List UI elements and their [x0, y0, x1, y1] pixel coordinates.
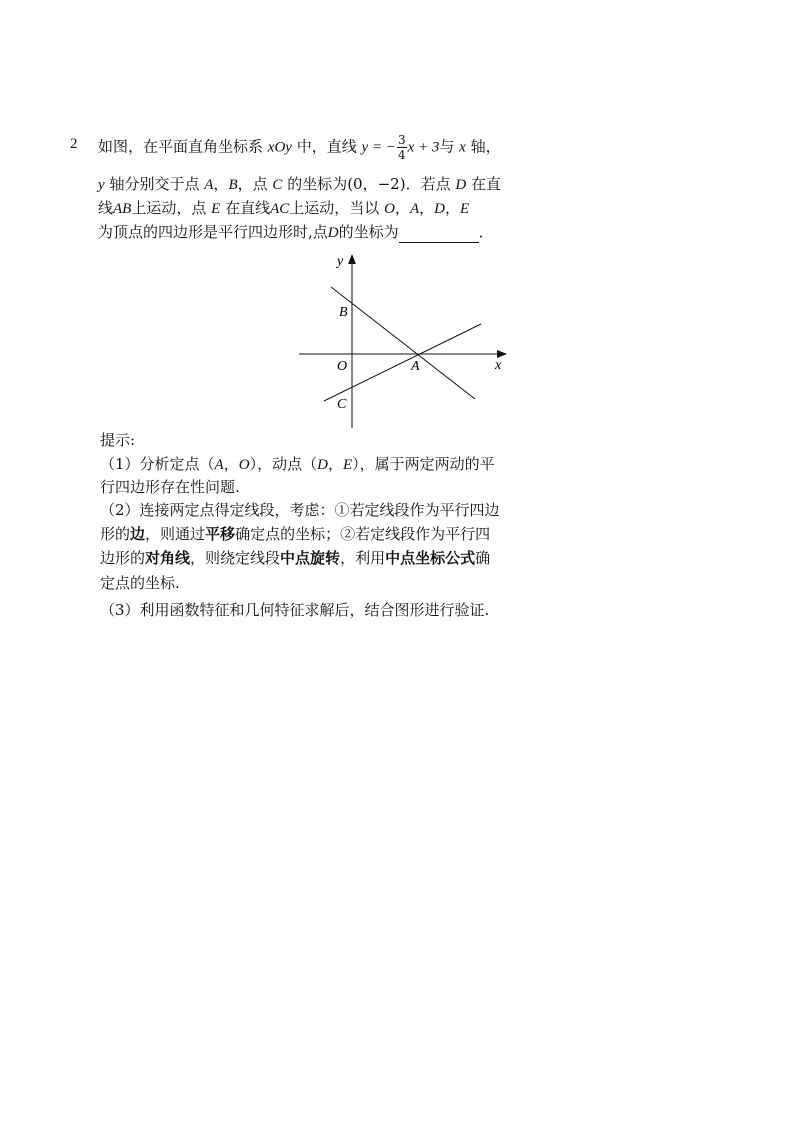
equation-right: x + 3: [407, 139, 440, 156]
point-e: E: [211, 201, 221, 217]
text: 轴，: [470, 137, 501, 156]
point-b: B: [228, 177, 238, 193]
text: 线: [98, 199, 114, 217]
line-ab: AB: [113, 201, 132, 217]
point-d: D: [327, 225, 339, 241]
text: 的坐标为: [338, 223, 399, 241]
point-d: D: [317, 457, 328, 473]
point-e: E: [342, 457, 353, 473]
point-e: E: [459, 201, 470, 217]
text: 如图，在平面直角坐标系: [98, 137, 264, 156]
y-axis-label: y: [337, 254, 344, 269]
variable-y: y: [98, 177, 105, 193]
point-a-label: A: [411, 359, 420, 374]
point-o: O: [238, 457, 250, 473]
text: 确: [475, 549, 491, 567]
bold-term: 中点旋转: [280, 549, 341, 567]
text: ），属于两定两动的平: [352, 455, 495, 473]
hint-2-line-3: [100, 548, 490, 568]
point-d: D: [434, 201, 445, 217]
text: ，: [213, 175, 229, 193]
hint-2-line-1: （2）连接两定点得定线段，考虑：①若定线段作为平行四边: [100, 501, 500, 519]
bold-term: 平移: [205, 525, 236, 543]
point-b-label: B: [339, 305, 348, 320]
coordinate-figure: [0, 0, 794, 440]
hint-1-line-2: 行四边形存在性问题.: [100, 478, 240, 496]
point-d: D: [455, 177, 467, 193]
text: ，: [223, 455, 239, 473]
coordinate-system: xOy: [267, 139, 292, 156]
equation-left: y = −: [361, 139, 396, 156]
text: 上运动，点: [131, 199, 207, 217]
text: 中，直线: [296, 137, 357, 156]
text: 轴分别交于点: [109, 175, 200, 193]
text: 上运动，当以: [289, 199, 380, 217]
text: 的坐标为(0，−2)．若点: [287, 175, 451, 193]
text: ，: [327, 455, 343, 473]
text: ，则通过: [145, 525, 206, 543]
point-c-label: C: [337, 397, 347, 412]
text: 在直: [470, 175, 501, 193]
line-ac: AC: [270, 201, 290, 217]
text: 边形的: [100, 549, 146, 567]
text: 与: [439, 137, 455, 156]
point-o: O: [384, 201, 395, 217]
text: 确定点的坐标；②若定线段作为平行四: [235, 525, 491, 543]
fraction-numerator: 3: [397, 133, 406, 147]
bold-term: 对角线: [145, 549, 191, 567]
text: ．: [478, 223, 494, 241]
hint-2-line-4: 定点的坐标.: [100, 574, 180, 592]
point-a: A: [204, 177, 214, 193]
line-ab-graph: [331, 287, 475, 399]
text: ，: [419, 199, 435, 217]
bold-term: 中点坐标公式: [385, 549, 476, 567]
text: ），动点（: [249, 455, 318, 473]
variable-x: x: [459, 139, 466, 156]
hint-title: 提示:: [100, 431, 136, 449]
hint-1-line-1: [100, 454, 495, 475]
fraction-denominator: 4: [397, 148, 406, 162]
point-a: A: [214, 457, 224, 473]
text: ，: [444, 199, 460, 217]
line-ac-graph: [324, 324, 481, 401]
text: 在直线: [225, 199, 271, 217]
hint-2-line-2: [100, 524, 490, 544]
point-c: C: [272, 177, 283, 193]
text: ，则绕定线段: [190, 549, 281, 567]
hint-3: （3）利用函数特征和几何特征求解后，结合图形进行验证.: [100, 601, 490, 619]
origin-label: O: [337, 359, 348, 374]
bold-term: 边: [130, 525, 146, 543]
point-a: A: [409, 201, 420, 217]
question-number: 2: [70, 136, 78, 152]
text: 形的: [100, 525, 131, 543]
text: ，点: [237, 175, 268, 193]
text: ，: [394, 199, 410, 217]
x-axis-label: x: [495, 358, 502, 373]
text: （1）分析定点（: [100, 455, 215, 473]
text: ，利用: [340, 549, 386, 567]
text: 为顶点的四边形是平行四边形时,点: [98, 223, 328, 241]
